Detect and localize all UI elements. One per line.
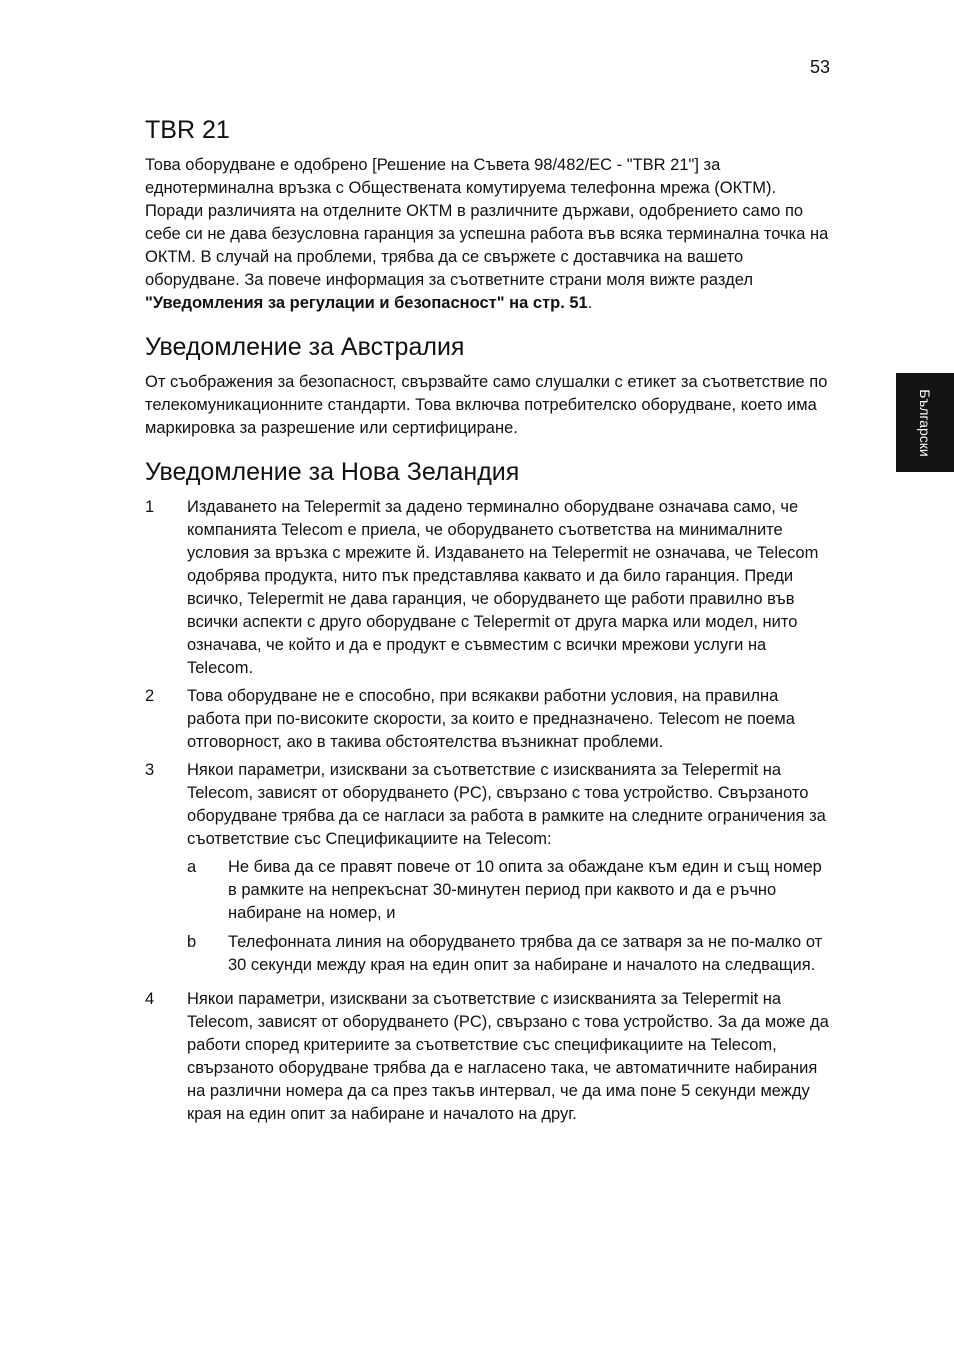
- australia-paragraph: От съображения за безопасност, свързвайте само слушалки с етикет за съответствие по телекомуникационните стандарти. Това включва потребителско оборудване, което има маркировка за разрешение или сертифициране.: [145, 373, 828, 437]
- list-item: [145, 988, 830, 1126]
- list-item: [145, 759, 830, 983]
- section-title-australia: Уведомление за Австралия: [145, 333, 465, 361]
- list-item-content: [187, 759, 830, 983]
- section-title-new-zealand: Уведомление за Нова Зеландия: [145, 458, 520, 486]
- language-side-tab: [896, 373, 954, 472]
- page-number: 53: [809, 57, 830, 77]
- list-item-text: Някои параметри, изисквани за съответствие с изискванията за Telepermit на Telecom, зависят от оборудването (PC), свързано с това устройство. Свързаното оборудване трябва да се нагласи за работа в рамките на следните ограничения за съответствие със Спецификациите на Telecom:: [187, 761, 826, 848]
- new-zealand-list: [145, 496, 830, 1126]
- section-new-zealand: [145, 456, 830, 1126]
- page-content: [145, 114, 830, 1142]
- list-item-text: Издаването на Telepermit за дадено терминално оборудване означава само, че компанията Telecom е приела, че оборудването съответства на минималните условия за връзка с мрежите й. Издаването на Telepermit не означава, че Telecom одобрява продукта, нито пък представлява каквато и да било гаранция. Преди всичко, Telepermit не дава гаранция, че оборудването ще работи правилно във всички аспекти с друго оборудване с Telepermit от друга марка или модел, нито означава, че който и да е продукт е съвместим с всички мрежови услуги на Telecom.: [187, 498, 819, 677]
- list-item-text: Това оборудване не е способно, при всякакви работни условия, на правилна работа при по-високите скорости, за които е предназначено. Telecom не поема отговорност, ако в такива обстоятелства възникнат проблеми.: [187, 687, 795, 751]
- language-tab-label: Български: [917, 389, 933, 457]
- regulations-reference-link[interactable]: "Уведомления за регулации и безопасност" на стр. 51: [145, 294, 588, 312]
- tbr21-paragraph: [145, 154, 830, 315]
- sub-list-item: [187, 856, 830, 925]
- tbr21-body: Това оборудване е одобрено [Решение на Съвета 98/482/EC - "TBR 21"] за еднотерминална връзка с Обществената комутируема телефонна мрежа (ОКТМ). Поради различията на отделните ОКТМ в различните държави, одобрението само по себе си не дава безусловна гаранция за успешна работа във всяка терминална точка на ОКТМ. В случай на проблеми, трябва да се свържете с доставчика на вашето оборудване. За повече информация за съответните страни моля вижте раздел: [145, 156, 829, 289]
- list-item-number: 3: [145, 761, 155, 779]
- section-tbr21: [145, 114, 830, 315]
- section-title-tbr21: TBR 21: [145, 116, 230, 144]
- list-item: [145, 496, 830, 680]
- sub-list-item-text: Не бива да се правят повече от 10 опита за обаждане към един и същ номер в рамките на непрекъснат 30-минутен период при каквото и да е ръчно набиране на номер, и: [228, 858, 822, 922]
- sub-list-item-text: Телефонната линия на оборудването трябва да се затваря за не по-малко от 30 секунди между края на един опит за набиране и началото на следващия.: [228, 933, 823, 974]
- list-item-number: 2: [145, 687, 155, 705]
- sub-list-item: [187, 931, 830, 977]
- list-item-text: Някои параметри, изисквани за съответствие с изискванията за Telepermit на Telecom, зависят от оборудването (PC), свързано с това устройство. За да може да работи според критериите за съответствие със спецификациите на Telecom, свързаното оборудване трябва да е нагласено така, че автоматичните набирания на различни номера да са през такъв интервал, че да има поне 5 секунди между края на един опит за набиране и началото на друг.: [187, 990, 829, 1123]
- tbr21-end: .: [587, 294, 593, 312]
- list-item: [145, 685, 830, 754]
- sub-list: [187, 856, 830, 977]
- list-item-number: 4: [145, 990, 155, 1008]
- sub-list-item-letter: b: [187, 933, 197, 951]
- sub-list-item-letter: a: [187, 858, 197, 876]
- list-item-number: 1: [145, 498, 155, 516]
- section-australia: [145, 331, 830, 440]
